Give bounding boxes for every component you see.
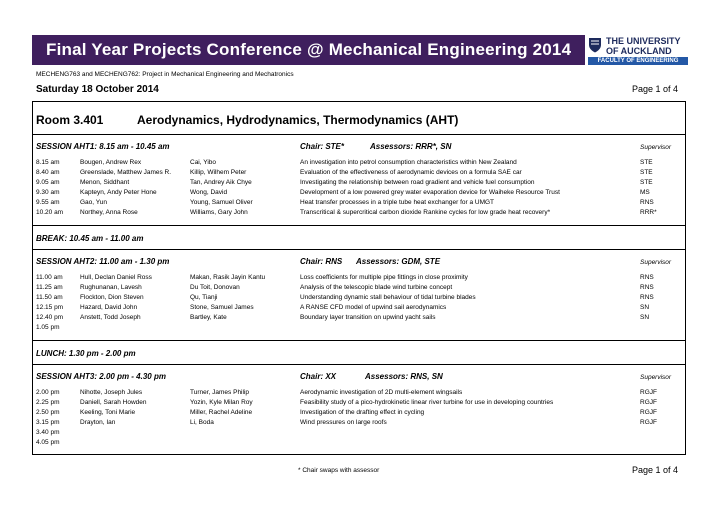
- event-date: Saturday 18 October 2014: [36, 84, 159, 95]
- divider: [32, 364, 686, 365]
- student-name: Bougen, Andrew Rex: [80, 159, 142, 166]
- slot-time: 11.00 am: [36, 274, 63, 281]
- supervisor-name: Yozin, Kyle Milan Roy: [190, 399, 253, 406]
- table-row: [36, 409, 681, 419]
- break-label: BREAK: 10.45 am - 11.00 am: [36, 234, 144, 243]
- title-banner: [32, 35, 585, 65]
- table-row: [36, 189, 681, 199]
- session-heading: SESSION AHT1: 8.15 am - 10.45 am: [36, 142, 170, 151]
- supervisor-name: Killip, Wilhem Peter: [190, 169, 247, 176]
- assessor-code: RNS: [640, 284, 654, 291]
- table-row: [36, 324, 681, 334]
- project-title: Transcritical & supercritical carbon dioxide Rankine cycles for low grade heat recovery*: [300, 209, 551, 216]
- table-row: [36, 399, 681, 409]
- room-number: Room 3.401: [36, 113, 104, 127]
- student-name: Hull, Declan Daniel Ross: [80, 274, 152, 281]
- project-title: Analysis of the telescopic blade wind turbine concept: [300, 284, 453, 291]
- supervisor-name: Li, Boda: [190, 419, 214, 426]
- student-name: Flockton, Dion Steven: [80, 294, 144, 301]
- table-row: [36, 284, 681, 294]
- project-title: Loss coefficients for multiple pipe fittings in close proximity: [300, 274, 468, 281]
- table-row: [36, 209, 681, 219]
- student-name: Anstett, Todd Joseph: [80, 314, 141, 321]
- session-chair: Chair: XX: [300, 372, 337, 381]
- supervisor-name: Bartley, Kate: [190, 314, 227, 321]
- table-row: [36, 389, 681, 399]
- project-title: Investigating the relationship between road gradient and vehicle fuel consumption: [300, 179, 535, 186]
- assessor-code: RGJF: [640, 389, 657, 396]
- slot-time: 3.15 pm: [36, 419, 60, 426]
- assessor-code: MS: [640, 189, 650, 196]
- table-row: [36, 169, 681, 179]
- project-title: Wind pressures on large roofs: [300, 419, 387, 426]
- course-subline: MECHENG763 and MECHENG762: Project in Mechanical Engineering and Mechatronics: [36, 71, 294, 78]
- project-title: Boundary layer transition on upwind yacht sails: [300, 314, 436, 321]
- slot-time: 12.15 pm: [36, 304, 64, 311]
- slot-time: 1.05 pm: [36, 324, 60, 331]
- slot-time: 8.15 am: [36, 159, 60, 166]
- student-name: Kapteyn, Andy Peter Hone: [80, 189, 157, 196]
- assessor-code: SN: [640, 314, 650, 321]
- project-title: Investigation of the drafting effect in cycling: [300, 409, 425, 416]
- assessor-code: RGJF: [640, 399, 657, 406]
- lunch-label: LUNCH: 1.30 pm - 2.00 pm: [36, 349, 136, 358]
- project-title: Evaluation of the effectiveness of aerodynamic devices on a formula SAE car: [300, 169, 522, 176]
- assessor-code: RGJF: [640, 409, 657, 416]
- divider: [32, 340, 686, 341]
- slot-time: 2.00 pm: [36, 389, 60, 396]
- project-title: Development of a low powered grey water evaporation device for Waiheke Resource Trust: [300, 189, 560, 196]
- footnote: * Chair swaps with assessor: [298, 467, 380, 474]
- table-row: [36, 159, 681, 169]
- supervisor-name: Makan, Rasik Jayin Kantu: [190, 274, 266, 281]
- student-name: Menon, Siddhant: [80, 179, 130, 186]
- project-title: A RANSE CFD model of upwind sail aerodynamics: [300, 304, 447, 311]
- slot-time: 3.40 pm: [36, 429, 60, 436]
- slot-time: 9.05 am: [36, 179, 60, 186]
- session-chair: Chair: STE*: [300, 142, 345, 151]
- slot-time: 10.20 am: [36, 209, 64, 216]
- conference-title: Final Year Projects Conference @ Mechanical Engineering 2014: [46, 40, 572, 59]
- table-row: [36, 429, 681, 439]
- student-name: Gao, Yun: [80, 199, 107, 206]
- table-row: [36, 314, 681, 324]
- supervisor-name: Stone, Samuel James: [190, 304, 254, 311]
- project-title: Heat transfer processes in a triple tube heat exchanger for a UMGT: [300, 199, 495, 206]
- assessor-code: STE: [640, 179, 653, 186]
- supervisor-column-label: Supervisor: [640, 144, 672, 151]
- slot-time: 11.50 am: [36, 294, 63, 301]
- slot-time: 9.55 am: [36, 199, 60, 206]
- slot-time: 11.25 am: [36, 284, 63, 291]
- supervisor-name: Young, Samuel Oliver: [190, 199, 253, 206]
- project-title: An investigation into petrol consumption characteristics within New Zealand: [300, 159, 517, 166]
- divider: [32, 225, 686, 226]
- slot-time: 12.40 pm: [36, 314, 64, 321]
- assessor-code: SN: [640, 304, 650, 311]
- assessor-code: STE: [640, 159, 653, 166]
- student-name: Northey, Anna Rose: [80, 209, 138, 216]
- assessor-code: RRR*: [640, 209, 657, 216]
- logo-text-line1: THE UNIVERSITY: [606, 36, 681, 46]
- supervisor-column-label: Supervisor: [640, 259, 672, 266]
- divider: [32, 134, 686, 135]
- project-title: Understanding dynamic stall behaviour of tidal turbine blades: [300, 294, 476, 301]
- table-row: [36, 294, 681, 304]
- table-row: [36, 274, 681, 284]
- table-row: [36, 179, 681, 189]
- project-title: Feasibility study of a pico-hydrokinetic linear river turbine for use in developing countries: [300, 399, 554, 406]
- assessor-code: RNS: [640, 294, 654, 301]
- table-row: [36, 199, 681, 209]
- session-chair: Chair: RNS: [300, 257, 343, 266]
- assessor-code: RNS: [640, 274, 654, 281]
- supervisor-name: Tan, Andrey Aik Chye: [190, 179, 252, 186]
- student-name: Rughunanan, Lavesh: [80, 284, 142, 291]
- session-assessors: Assessors: RNS, SN: [365, 372, 443, 381]
- assessor-code: RNS: [640, 199, 654, 206]
- supervisor-name: Turner, James Philip: [190, 389, 250, 396]
- session-assessors: Assessors: GDM, STE: [356, 257, 441, 266]
- session-heading: SESSION AHT2: 11.00 am - 1.30 pm: [36, 257, 170, 266]
- table-row: [36, 419, 681, 429]
- page-number-bottom: Page 1 of 4: [631, 465, 678, 475]
- student-name: Greenslade, Matthew James R.: [80, 169, 172, 176]
- student-name: Keeling, Toni Marie: [80, 409, 136, 416]
- university-logo: [588, 36, 688, 66]
- divider: [32, 249, 686, 250]
- page-number-top: Page 1 of 4: [631, 84, 678, 94]
- room-title: Aerodynamics, Hydrodynamics, Thermodynamics (AHT): [137, 113, 459, 127]
- crest-icon: [588, 37, 602, 53]
- slot-time: 9.30 am: [36, 189, 60, 196]
- supervisor-name: Cai, Yibo: [190, 159, 217, 166]
- assessor-code: RGJF: [640, 419, 657, 426]
- slot-time: 2.50 pm: [36, 409, 60, 416]
- faculty-bar: FACULTY OF ENGINEERING: [588, 57, 688, 65]
- table-row: [36, 304, 681, 314]
- supervisor-name: Du Toit, Donovan: [190, 284, 240, 291]
- student-name: Hazard, David John: [80, 304, 138, 311]
- project-title: Aerodynamic investigation of 2D multi-element wingsails: [300, 389, 463, 396]
- supervisor-name: Miller, Rachel Adeline: [190, 409, 253, 416]
- slot-time: 4.05 pm: [36, 439, 60, 446]
- logo-text-line2: OF AUCKLAND: [606, 46, 672, 56]
- slot-time: 8.40 am: [36, 169, 60, 176]
- supervisor-name: Qu, Tianji: [190, 294, 218, 301]
- student-name: Nihotte, Joseph Jules: [80, 389, 143, 396]
- student-name: Drayton, Ian: [80, 419, 116, 426]
- slot-time: 2.25 pm: [36, 399, 60, 406]
- assessor-code: STE: [640, 169, 653, 176]
- session-assessors: Assessors: RRR*, SN: [370, 142, 452, 151]
- supervisor-column-label: Supervisor: [640, 374, 672, 381]
- supervisor-name: Williams, Gary John: [190, 209, 248, 216]
- session-heading: SESSION AHT3: 2.00 pm - 4.30 pm: [36, 372, 166, 381]
- table-row: [36, 439, 681, 449]
- supervisor-name: Wong, David: [190, 189, 228, 196]
- student-name: Daniell, Sarah Howden: [80, 399, 147, 406]
